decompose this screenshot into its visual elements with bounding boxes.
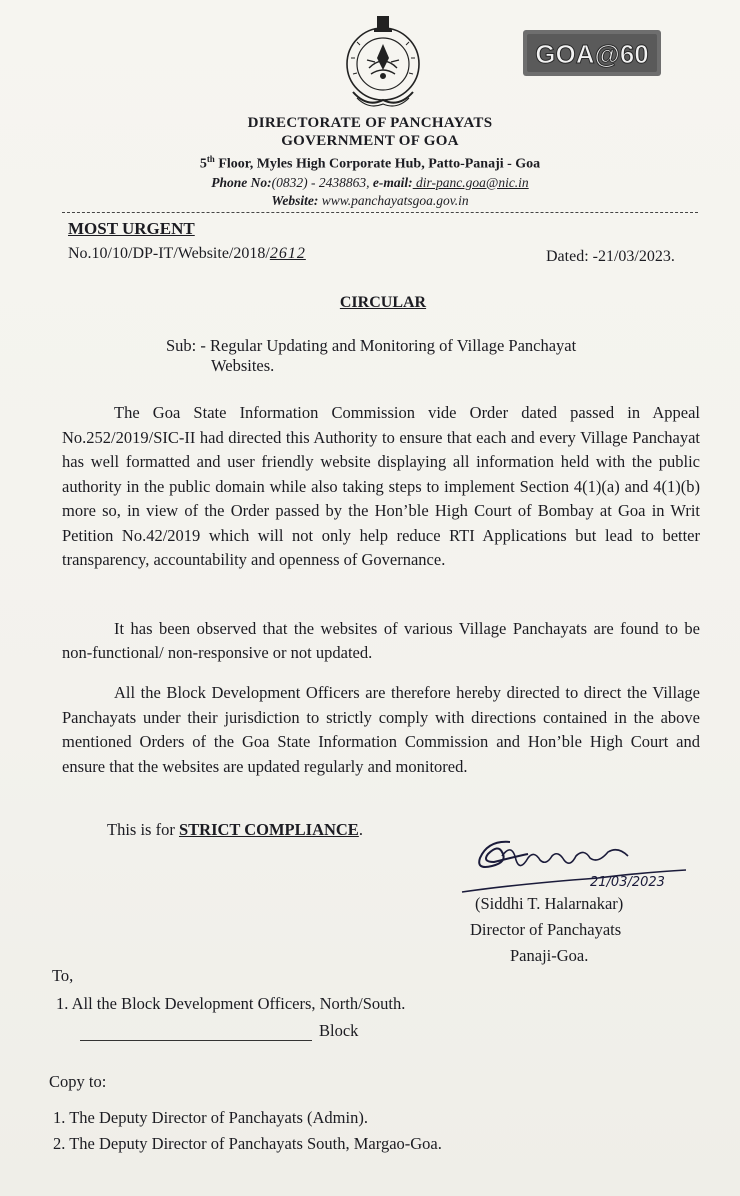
date-line: Dated: -21/03/2023. bbox=[546, 248, 675, 265]
urgency-label: MOST URGENT bbox=[68, 219, 195, 238]
copy-item-1: 1. The Deputy Director of Panchayats (Admin). bbox=[53, 1108, 368, 1127]
goa-emblem-icon bbox=[339, 14, 427, 112]
signatory-name: (Siddhi T. Halarnakar) bbox=[475, 894, 624, 913]
website-line: Website: www.panchayatsgoa.gov.in bbox=[271, 192, 469, 208]
reference-number: No.10/10/DP-IT/Website/2018/2612 bbox=[68, 245, 306, 262]
gov-name: GOVERNMENT OF GOA bbox=[281, 133, 459, 149]
goa-logo-text: GOA@60 bbox=[535, 39, 649, 69]
signatory-block bbox=[470, 891, 623, 969]
to-label: To, bbox=[52, 966, 74, 985]
handwritten-ref: 2612 bbox=[269, 245, 306, 262]
paragraph-3: All the Block Development Officers are therefore hereby directed to direct the Village Panchayats under their jurisdiction to strictly comply with directions contained in the above mentioned Orders of the Goa State Information Commission and Hon’ble High Court and ensure that the websites are updated regularly and monitored. bbox=[62, 683, 700, 776]
circular-heading: CIRCULAR bbox=[339, 294, 427, 311]
recipient-item-1: 1. All the Block Development Officers, North/South. bbox=[56, 994, 406, 1013]
block-blank-line bbox=[80, 1040, 312, 1041]
block-label: Block bbox=[319, 1021, 359, 1040]
signatory-place: Panaji-Goa. bbox=[510, 946, 589, 965]
header-divider bbox=[62, 212, 698, 213]
paragraph-2: It has been observed that the websites of various Village Panchayats are found to be non-functional/ non-responsive or not updated. bbox=[62, 619, 700, 662]
goa-at-60-logo bbox=[519, 28, 665, 78]
copy-item-2: 2. The Deputy Director of Panchayats South, Margao-Goa. bbox=[53, 1134, 442, 1153]
office-address: 5th Floor, Myles High Corporate Hub, Patto-Panaji - Goa bbox=[199, 154, 541, 172]
strict-compliance: STRICT COMPLIANCE bbox=[178, 820, 359, 839]
signature-date: 21/03/2023 bbox=[590, 875, 665, 890]
subject-line: Sub: - Regular Updating and Monitoring of Village Panchayat Websites. bbox=[166, 336, 577, 375]
email-link: dir-panc.goa@nic.in bbox=[412, 174, 529, 190]
org-name: DIRECTORATE OF PANCHAYATS bbox=[247, 115, 493, 131]
website-link: www.panchayatsgoa.gov.in bbox=[318, 192, 469, 208]
paragraph-1: The Goa State Information Commission vide Order dated passed in Appeal No.252/2019/SIC-II had directed this Authority to ensure that each and every Village Panchayat has well formatted and user friendly website displaying all information held with the public authority in the public domain while also taking steps to implement Section 4(1)(a) and 4(1)(b) more so, in view of the Order passed by the Hon’ble High Court of Bombay at Goa in Writ Petition No.42/2019 which will not only help reduce RTI Applications but lead to better transparency, accountability and openness of Governance. bbox=[62, 403, 700, 569]
signatory-designation: Director of Panchayats bbox=[470, 920, 622, 939]
letterhead bbox=[0, 114, 740, 210]
copy-to-label: Copy to: bbox=[49, 1072, 107, 1091]
compliance-line: This is for STRICT COMPLIANCE. bbox=[107, 820, 363, 839]
contact-line: Phone No:(0832) - 2438863, e-mail: dir-panc.goa@nic.in bbox=[211, 174, 529, 190]
